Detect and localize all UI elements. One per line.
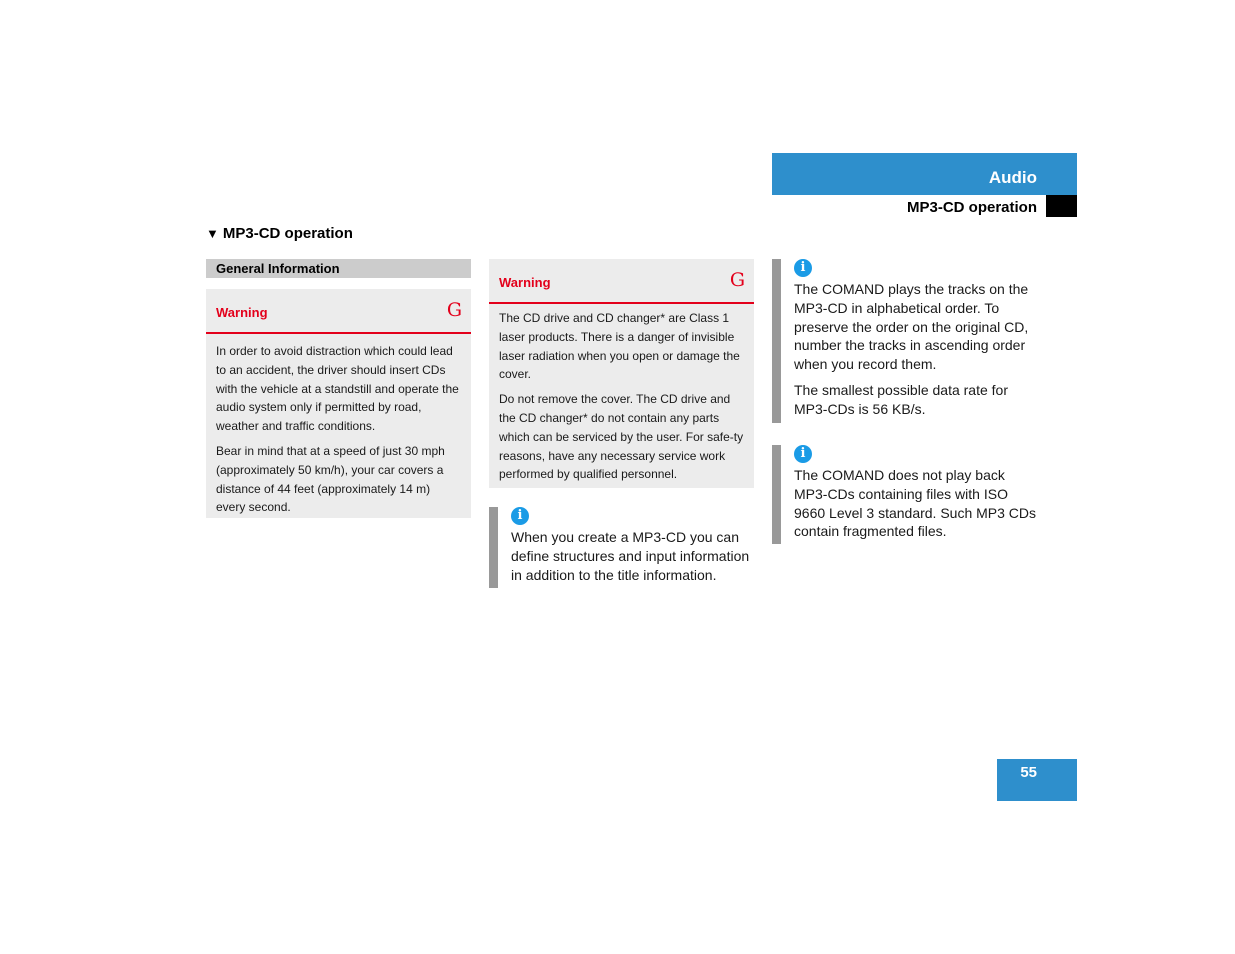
general-information-bar: General Information bbox=[206, 259, 471, 278]
chapter-tab bbox=[772, 153, 1077, 195]
triangle-down-icon: ▼ bbox=[206, 226, 219, 241]
warning-body bbox=[489, 304, 754, 496]
info-note-structures bbox=[489, 507, 759, 588]
section-header: MP3-CD operation bbox=[906, 199, 1037, 216]
warning-paragraph: Do not remove the cover. The CD drive and the CD changer* do not contain any parts which can be serviced by the user. For safe-ty reasons, have any necessary service work performed by qualified personnel. bbox=[499, 392, 744, 482]
note-paragraph: When you create a MP3-CD you can define structures and input information in addition to the title information. bbox=[511, 529, 750, 583]
page-title bbox=[206, 225, 353, 242]
warning-box-distraction bbox=[206, 289, 471, 518]
page-number-box bbox=[997, 759, 1077, 801]
warning-label: Warning bbox=[216, 305, 268, 320]
chapter-title: Audio bbox=[988, 168, 1037, 187]
page-number: 55 bbox=[1020, 764, 1037, 781]
note-paragraph: The COMAND plays the tracks on the MP3-CD in alphabetical order. To preserve the order on the original CD, number the tracks in ascending order when you record them. bbox=[794, 281, 1029, 373]
note-paragraph: The COMAND does not play back MP3-CDs containing files with ISO 9660 Level 3 standard. Such MP3 CDs contain fragmented files. bbox=[794, 467, 1037, 540]
warning-paragraph: In order to avoid distraction which could lead to an accident, the driver should insert CDs with the vehicle at a standstill and operate the audio system only if permitted by road, weather and traffic conditions. bbox=[216, 344, 459, 434]
info-note-iso-level bbox=[772, 445, 1042, 544]
info-icon: i bbox=[794, 445, 812, 463]
warning-body bbox=[206, 334, 471, 529]
section-marker-block bbox=[1046, 195, 1077, 217]
page-title-text: MP3-CD operation bbox=[222, 225, 353, 242]
info-icon: i bbox=[794, 259, 812, 277]
warning-header bbox=[489, 259, 754, 304]
note-paragraph: The smallest possible data rate for MP3-CDs is 56 KB/s. bbox=[794, 381, 1008, 417]
info-icon: i bbox=[511, 507, 529, 525]
note-text bbox=[511, 528, 759, 584]
warning-label: Warning bbox=[499, 275, 551, 290]
note-text bbox=[794, 280, 1042, 419]
warning-icon: G bbox=[446, 299, 462, 321]
warning-box-laser bbox=[489, 259, 754, 488]
warning-icon: G bbox=[729, 269, 745, 291]
warning-header bbox=[206, 289, 471, 334]
warning-paragraph: The CD drive and CD changer* are Class 1 laser products. There is a danger of invisible laser radiation when you open or damage the cover. bbox=[499, 311, 740, 382]
note-text bbox=[794, 466, 1042, 541]
info-note-track-order bbox=[772, 259, 1042, 423]
warning-paragraph: Bear in mind that at a speed of just 30 mph (approximately 50 km/h), your car covers a distance of 44 feet (approximately 14 m) every second. bbox=[216, 443, 445, 515]
